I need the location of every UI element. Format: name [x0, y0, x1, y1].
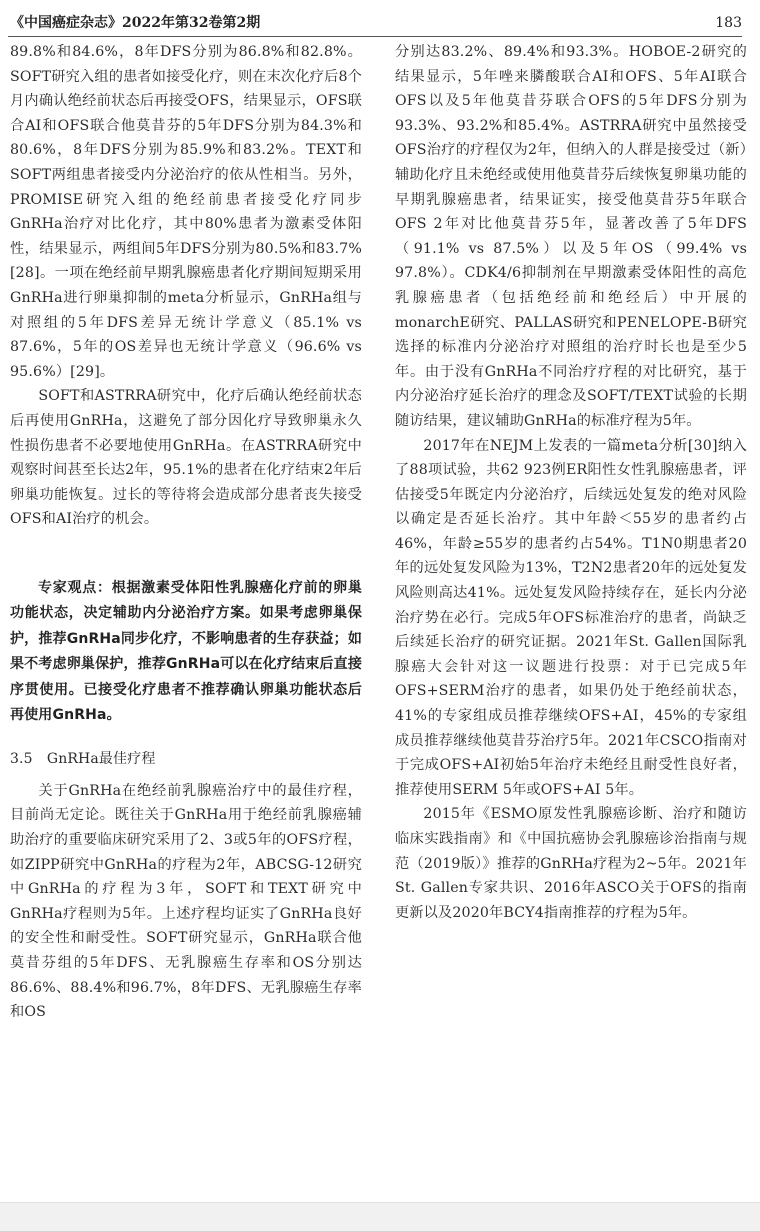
right-column: [395, 40, 747, 925]
page-number: 183: [715, 15, 742, 31]
paragraph: 分别达83.2%、89.4%和93.3%。HOBOE-2研究的结果显示，5年唑来膦酸联合AI和OFS、5年AI联合OFS以及5年他莫昔芬联合OFS的5年DFS分别为93.3%、93.2%和85.4%。ASTRRA研究中虽然接受OFS治疗的疗程仅为2年，但纳入的人群是接受过（新）辅助化疗且未绝经或使用他莫昔芬后续恢复卵巢功能的早期乳腺癌患者，结果证实，接受他莫昔芬5年联合OFS 2年对比他莫昔芬5年，显著改善了5年DFS（91.1% vs 87.5%）以及5年OS（99.4% vs 97.8%）。CDK4/6抑制剂在早期激素受体阳性的高危乳腺癌患者（包括绝经前和绝经后）中开展的monarchE研究、PALLAS研究和PENELOPE-B研究选择的标准内分泌治疗对照组的治疗时长也是至少5年。由于没有GnRHa不同治疗疗程的对比研究，基于内分泌治疗延长治疗的理念及SOFT/TEXT试验的长期随访结果，建议辅助GnRHa的标准疗程为5年。: [395, 44, 747, 429]
section-heading: 3.5 GnRHa最佳疗程: [10, 750, 156, 767]
paragraph: 2017年在NEJM上发表的一篇meta分析[30]纳入了88项试验，共62 923例ER阳性女性乳腺癌患者，评估接受5年既定内分泌治疗，后续远处复发的绝对风险以确定是否延长治疗。其中年龄＜55岁的患者约占46%，年龄≥55岁的患者约占54%。T1N0期患者20年的远处复发风险为13%，T2N2患者20年的远处复发风险则高达41%。远处复发风险持续存在，延长内分泌治疗势在必行。完成5年OFS标准治疗的患者，尚缺乏后续延长治疗的研究证据。2021年St. Gallen国际乳腺癌大会针对这一议题进行投票：对于已完成5年OFS+SERM治疗的患者，如果仍处于绝经前状态，41%的专家组成员推荐继续OFS+AI，45%的专家组成员推荐继续他莫昔芬治疗5年。2021年CSCO指南对于完成OFS+AI初始5年治疗未绝经且耐受性良好者，推荐使用SERM 5年或OFS+AI 5年。: [395, 437, 747, 798]
paragraph: 关于GnRHa在绝经前乳腺癌治疗中的最佳疗程，目前尚无定论。既往关于GnRHa用于绝经前乳腺癌辅助治疗的重要临床研究采用了2、3或5年的OFS疗程，如ZIPP研究中GnRHa的疗程为2年，ABCSG-12研究中GnRHa的疗程为3年，SOFT和TEXT研究中GnRHa疗程则为5年。上述疗程均证实了GnRHa良好的安全性和耐受性。SOFT研究显示，GnRHa联合他莫昔芬组的5年DFS、无乳腺癌生存率和OS分别达86.6%、88.4%和96.7%，8年DFS、无乳腺癌生存率和OS: [10, 782, 362, 1021]
viewer-bottom-bar: [0, 1202, 760, 1231]
paragraph: 89.8%和84.6%，8年DFS分别为86.8%和82.8%。SOFT研究入组的患者如接受化疗，则在末次化疗后8个月内确认绝经前状态后再接受OFS，结果显示，OFS联合AI和OFS联合他莫昔芬的5年DFS分别为84.3%和80.6%，8年DFS分别为85.9%和83.2%。TEXT和SOFT两组患者接受内分泌治疗的依从性相当。另外，PROMISE研究入组的绝经前患者接受化疗同步GnRHa治疗对比化疗，其中80%患者为激素受体阳性，结果显示，两组间5年DFS分别为80.5%和83.7%[28]。一项在绝经前早期乳腺癌患者化疗期间短期采用GnRHa进行卵巢抑制的meta分析显示，GnRHa组与对照组的5年DFS差异无统计学意义（85.1% vs 87.6%，5年的OS差异也无统计学意义（96.6% vs 95.6%）[29]。: [10, 44, 362, 380]
paragraph: 2015年《ESMO原发性乳腺癌诊断、治疗和随访临床实践指南》和《中国抗癌协会乳腺癌诊治指南与规范（2019版）》推荐的GnRHa疗程为2~5年。2021年St. Gallen专家共识、2016年ASCO关于OFS的指南更新以及2020年BCY4指南推荐的疗程为5年。: [395, 806, 747, 921]
page-header: [10, 10, 742, 36]
expert-opinion: 专家观点：根据激素受体阳性乳腺癌化疗前的卵巢功能状态，决定辅助内分泌治疗方案。如果考虑卵巢保护，推荐GnRHa同步化疗，不影响患者的生存获益；如果不考虑卵巢保护，推荐GnRHa可以在化疗结束后直接序贯使用。已接受化疗患者不推荐确认卵巢功能状态后再使用GnRHa。: [10, 579, 362, 724]
journal-title: 《中国癌症杂志》2022年第32卷第2期: [10, 15, 261, 31]
left-column: [10, 40, 362, 1025]
header-rule: [8, 36, 742, 37]
paragraph: SOFT和ASTRRA研究中，化疗后确认绝经前状态后再使用GnRHa，这避免了部分因化疗导致卵巢永久性损伤患者不必要地使用GnRHa。在ASTRRA研究中观察时间甚至长达2年，95.1%的患者在化疗结束2年后卵巢功能恢复。过长的等待将会造成部分患者丧失接受OFS和AI治疗的机会。: [10, 388, 362, 528]
